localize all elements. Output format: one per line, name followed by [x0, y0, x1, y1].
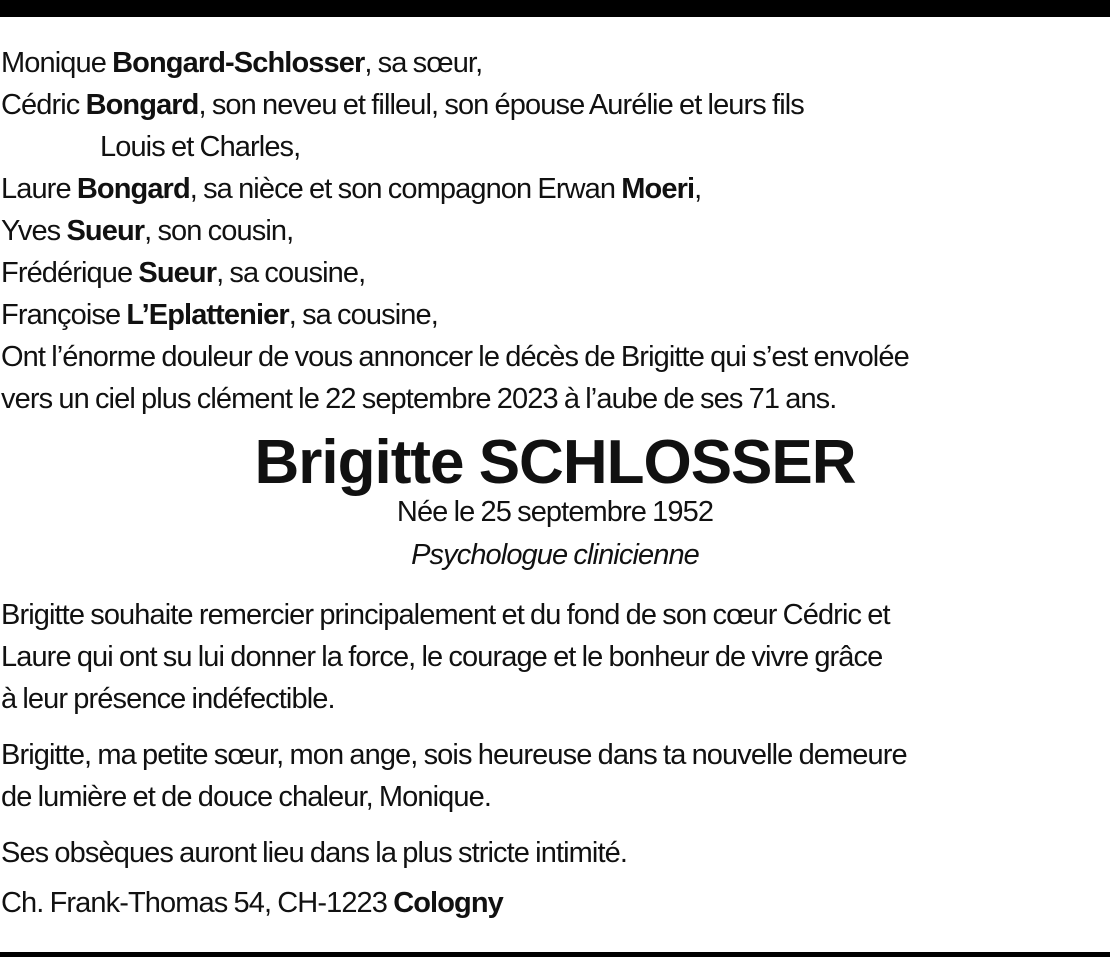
relation: , sa cousine,	[288, 299, 438, 331]
given-name: Françoise	[1, 299, 121, 331]
profession: Psychologue clinicienne	[411, 539, 699, 571]
family-member	[1, 252, 1109, 294]
surname: Bongard-Schlosser	[112, 47, 365, 79]
funeral-paragraph	[1, 832, 1109, 874]
continuation-text: Louis et Charles,	[100, 131, 301, 163]
farewell-paragraph	[1, 734, 1109, 818]
given-name: Cédric	[1, 89, 80, 121]
bottom-rule	[0, 952, 1110, 957]
family-member	[1, 168, 1109, 210]
family-member	[1, 42, 1109, 84]
surname: Moeri	[621, 173, 695, 205]
address	[1, 882, 1109, 924]
announcement-text	[1, 336, 1109, 420]
relation: ,	[694, 173, 702, 205]
given-name: Monique	[1, 47, 106, 79]
surname: Sueur	[66, 215, 145, 247]
surname: Bongard	[85, 89, 199, 121]
relation: , sa nièce et son compagnon Erwan	[189, 173, 616, 205]
birth-date: Née le 25 septembre 1952	[396, 496, 714, 528]
paragraph-line: Ses obsèques auront lieu dans la plus stricte intimité.	[1, 837, 627, 869]
relation: , son neveu et filleul, son épouse Aurélie et leurs fils	[198, 89, 804, 121]
paragraph-line: à leur présence indéfectible.	[1, 683, 335, 715]
thanks-paragraph	[1, 594, 1109, 720]
family-member-continuation	[1, 126, 1109, 168]
surname: Bongard	[76, 173, 190, 205]
announcement-line: vers un ciel plus clément le 22 septembre 2023 à l’aube de ses 71 ans.	[1, 383, 837, 415]
given-name: Frédérique	[1, 257, 133, 289]
address-city: Cologny	[393, 887, 503, 919]
announcement-line: Ont l’énorme douleur de vous annoncer le décès de Brigitte qui s’est envolée	[1, 341, 909, 373]
family-list	[1, 42, 1109, 336]
deceased-block	[1, 428, 1109, 578]
relation: , sa sœur,	[364, 47, 483, 79]
surname: L’Eplattenier	[126, 299, 289, 331]
obituary-notice	[1, 42, 1109, 924]
paragraph-line: de lumière et de douce chaleur, Monique.	[1, 781, 492, 813]
given-name: Yves	[1, 215, 61, 247]
address-street: Ch. Frank-Thomas 54, CH-1223	[1, 887, 388, 919]
paragraph-line: Laure qui ont su lui donner la force, le courage et le bonheur de vivre grâce	[1, 641, 883, 673]
family-member	[1, 84, 1109, 126]
top-rule	[0, 0, 1110, 17]
relation: , son cousin,	[144, 215, 294, 247]
given-name: Laure	[1, 173, 71, 205]
surname: Sueur	[138, 257, 217, 289]
family-member	[1, 210, 1109, 252]
deceased-name: Brigitte SCHLOSSER	[254, 428, 856, 497]
paragraph-line: Brigitte, ma petite sœur, mon ange, sois heureuse dans ta nouvelle demeure	[1, 739, 907, 771]
family-member	[1, 294, 1109, 336]
relation: , sa cousine,	[216, 257, 366, 289]
paragraph-line: Brigitte souhaite remercier principalement et du fond de son cœur Cédric et	[1, 599, 890, 631]
